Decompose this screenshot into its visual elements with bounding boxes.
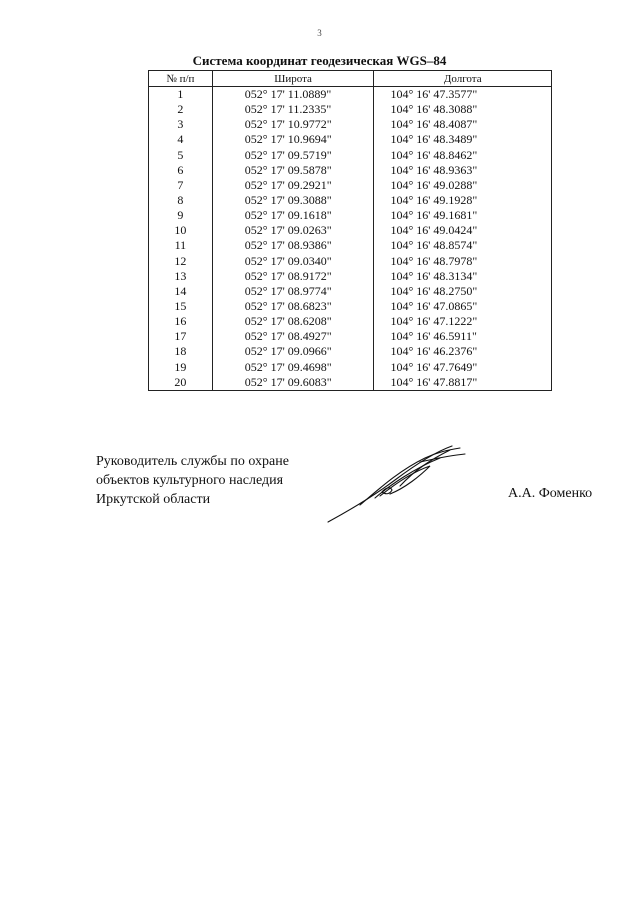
latitude-cell: 052° 17' 09.1618" <box>212 208 374 223</box>
table-row <box>149 329 552 344</box>
row-number-cell: 17 <box>149 329 213 344</box>
row-number-cell: 7 <box>149 178 213 193</box>
row-number-cell: 20 <box>149 375 213 391</box>
table-row <box>149 148 552 163</box>
table-row <box>149 375 552 391</box>
row-number-cell: 18 <box>149 344 213 359</box>
latitude-cell: 052° 17' 08.9386" <box>212 238 374 253</box>
longitude-cell: 104° 16' 48.7978" <box>374 254 552 269</box>
latitude-cell: 052° 17' 11.2335" <box>212 102 374 117</box>
signatory-position <box>96 452 289 509</box>
latitude-cell: 052° 17' 09.5719" <box>212 148 374 163</box>
longitude-cell: 104° 16' 49.0424" <box>374 223 552 238</box>
table-row <box>149 193 552 208</box>
longitude-cell: 104° 16' 49.0288" <box>374 178 552 193</box>
row-number-cell: 12 <box>149 254 213 269</box>
table-row <box>149 269 552 284</box>
table-row <box>149 223 552 238</box>
signatory-name: А.А. Фоменко <box>508 486 593 501</box>
column-header-number: № п/п <box>149 71 213 87</box>
row-number-cell: 19 <box>149 360 213 375</box>
latitude-cell: 052° 17' 11.0889" <box>212 87 374 103</box>
latitude-cell: 052° 17' 08.6823" <box>212 299 374 314</box>
table-row <box>149 117 552 132</box>
longitude-cell: 104° 16' 47.0865" <box>374 299 552 314</box>
latitude-cell: 052° 17' 08.6208" <box>212 314 374 329</box>
longitude-cell: 104° 16' 47.3577" <box>374 87 552 103</box>
longitude-cell: 104° 16' 48.8462" <box>374 148 552 163</box>
latitude-cell: 052° 17' 08.9172" <box>212 269 374 284</box>
longitude-cell: 104° 16' 48.9363" <box>374 163 552 178</box>
latitude-cell: 052° 17' 09.4698" <box>212 360 374 375</box>
longitude-cell: 104° 16' 48.4087" <box>374 117 552 132</box>
row-number-cell: 16 <box>149 314 213 329</box>
table-header-row <box>149 71 552 87</box>
row-number-cell: 9 <box>149 208 213 223</box>
row-number-cell: 4 <box>149 132 213 147</box>
table-row <box>149 314 552 329</box>
latitude-cell: 052° 17' 09.6083" <box>212 375 374 391</box>
page-number: 3 <box>317 28 322 38</box>
row-number-cell: 10 <box>149 223 213 238</box>
position-line: Иркутской области <box>96 492 211 507</box>
column-header-latitude: Широта <box>212 71 374 87</box>
longitude-cell: 104° 16' 46.5911" <box>374 329 552 344</box>
table-row <box>149 360 552 375</box>
latitude-cell: 052° 17' 09.0263" <box>212 223 374 238</box>
handwritten-signature-icon <box>320 440 470 530</box>
latitude-cell: 052° 17' 09.2921" <box>212 178 374 193</box>
latitude-cell: 052° 17' 10.9694" <box>212 132 374 147</box>
coordinates-table <box>148 70 552 391</box>
row-number-cell: 14 <box>149 284 213 299</box>
longitude-cell: 104° 16' 46.2376" <box>374 344 552 359</box>
longitude-cell: 104° 16' 47.8817" <box>374 375 552 391</box>
latitude-cell: 052° 17' 08.9774" <box>212 284 374 299</box>
table-row <box>149 344 552 359</box>
position-line: Руководитель службы по охране <box>96 454 289 469</box>
longitude-cell: 104° 16' 48.3088" <box>374 102 552 117</box>
row-number-cell: 2 <box>149 102 213 117</box>
table-row <box>149 254 552 269</box>
table-row <box>149 208 552 223</box>
row-number-cell: 3 <box>149 117 213 132</box>
longitude-cell: 104° 16' 49.1681" <box>374 208 552 223</box>
latitude-cell: 052° 17' 09.3088" <box>212 193 374 208</box>
longitude-cell: 104° 16' 48.3134" <box>374 269 552 284</box>
latitude-cell: 052° 17' 09.0966" <box>212 344 374 359</box>
latitude-cell: 052° 17' 08.4927" <box>212 329 374 344</box>
document-title: Система координат геодезическая WGS–84 <box>192 53 447 68</box>
longitude-cell: 104° 16' 48.2750" <box>374 284 552 299</box>
row-number-cell: 8 <box>149 193 213 208</box>
row-number-cell: 5 <box>149 148 213 163</box>
row-number-cell: 13 <box>149 269 213 284</box>
table-row <box>149 132 552 147</box>
table-row <box>149 178 552 193</box>
latitude-cell: 052° 17' 10.9772" <box>212 117 374 132</box>
table-row <box>149 299 552 314</box>
longitude-cell: 104° 16' 48.3489" <box>374 132 552 147</box>
table-row <box>149 284 552 299</box>
longitude-cell: 104° 16' 48.8574" <box>374 238 552 253</box>
table-row <box>149 163 552 178</box>
table-row <box>149 102 552 117</box>
position-line: объектов культурного наследия <box>96 473 284 488</box>
row-number-cell: 1 <box>149 87 213 103</box>
longitude-cell: 104° 16' 47.1222" <box>374 314 552 329</box>
table-row <box>149 238 552 253</box>
longitude-cell: 104° 16' 49.1928" <box>374 193 552 208</box>
latitude-cell: 052° 17' 09.5878" <box>212 163 374 178</box>
column-header-longitude: Долгота <box>374 71 552 87</box>
latitude-cell: 052° 17' 09.0340" <box>212 254 374 269</box>
row-number-cell: 11 <box>149 238 213 253</box>
row-number-cell: 6 <box>149 163 213 178</box>
row-number-cell: 15 <box>149 299 213 314</box>
table-row <box>149 87 552 103</box>
longitude-cell: 104° 16' 47.7649" <box>374 360 552 375</box>
